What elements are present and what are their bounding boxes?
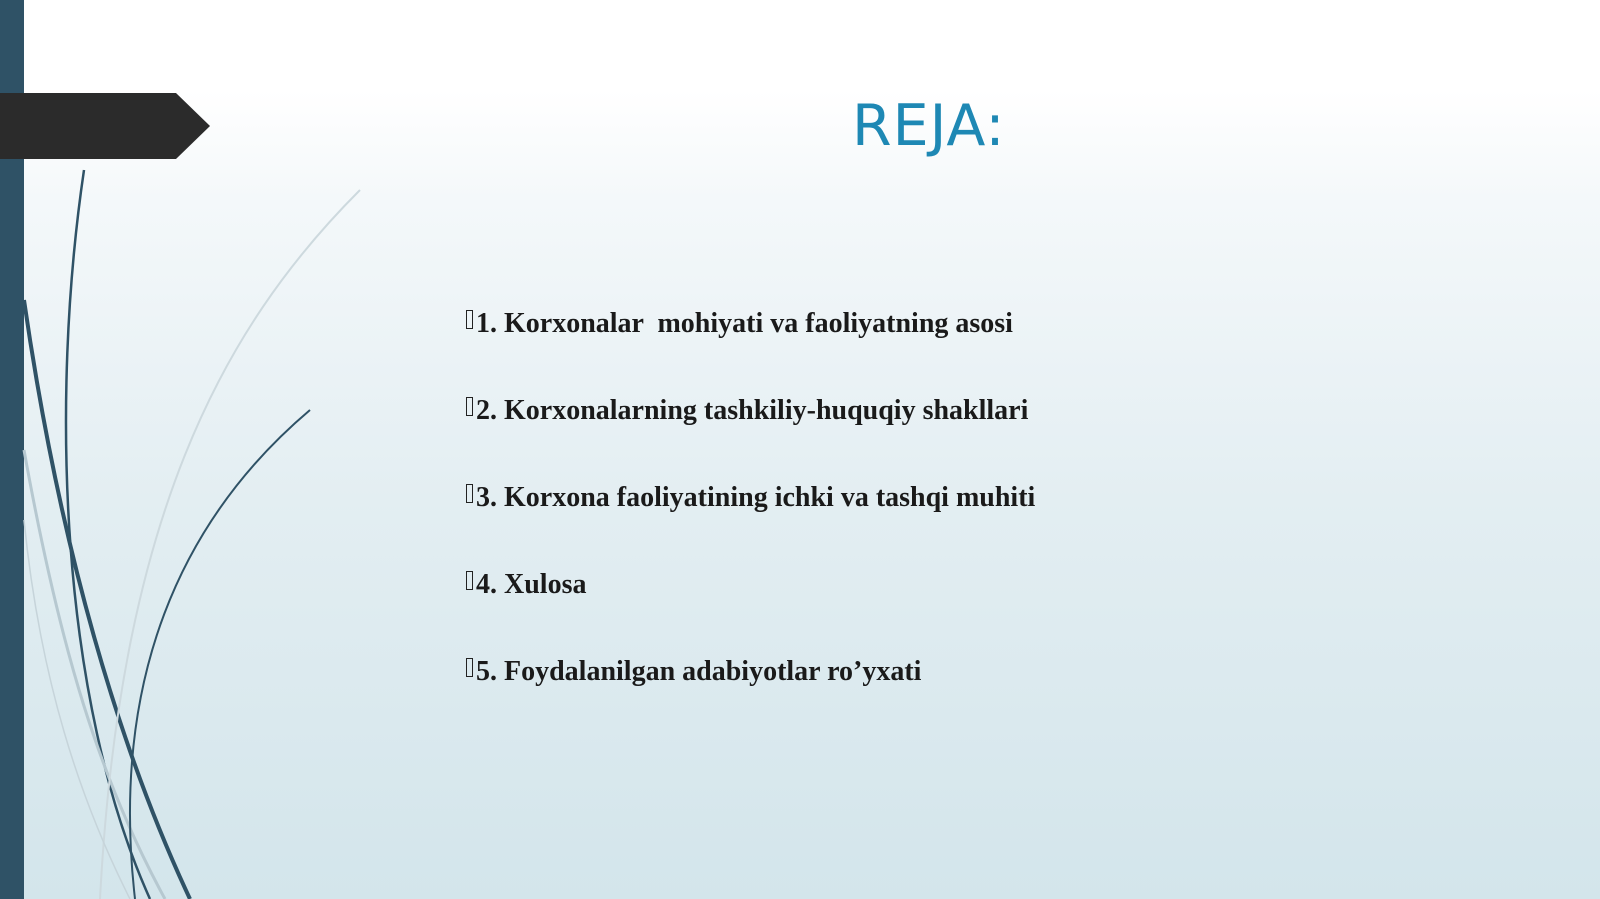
list-item-text: 3. Korxona faoliyatining ichki va tashqi muhiti (476, 482, 1036, 513)
list-item-text: 5. Foydalanilgan adabiyotlar ro’yxati (476, 656, 922, 687)
list-item (466, 300, 1035, 387)
list-item (466, 561, 1035, 648)
list-item-text: 1. Korxonalar mohiyati va faoliyatning asosi (476, 308, 1013, 339)
list-item-text: 4. Xulosa (476, 569, 587, 600)
plan-list (466, 300, 1035, 735)
title-tab-shape (0, 93, 210, 159)
missing-glyph-bullet-icon (466, 658, 473, 677)
missing-glyph-bullet-icon (466, 397, 473, 416)
list-item-text: 2. Korxonalarning tashkiliy-huquqiy shakllari (476, 395, 1029, 426)
list-item (466, 474, 1035, 561)
missing-glyph-bullet-icon (466, 571, 473, 590)
missing-glyph-bullet-icon (466, 484, 473, 503)
list-item (466, 648, 1035, 735)
list-item (466, 387, 1035, 474)
missing-glyph-bullet-icon (466, 310, 473, 329)
slide-title: REJA: (852, 93, 1006, 159)
